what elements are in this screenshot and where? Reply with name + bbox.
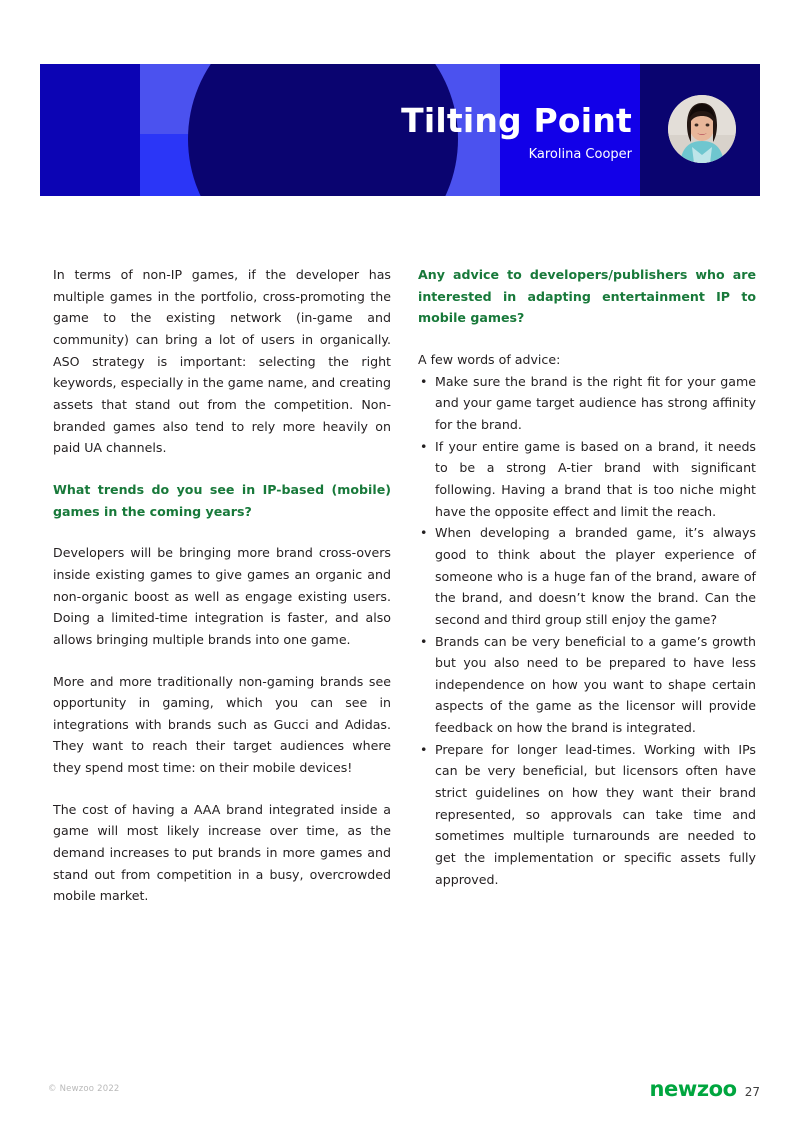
list-item-text: If your entire game is based on a brand, it needs to be a strong A-tier brand with significant following. Having a brand that is too niche might have the opposite effect and limit the reach. bbox=[435, 438, 756, 519]
left-question-heading: What trends do you see in IP-based (mobile) games in the coming years? bbox=[53, 481, 391, 519]
list-item bbox=[418, 522, 756, 630]
list-item bbox=[418, 631, 756, 739]
interviewee-name: Karolina Cooper bbox=[528, 147, 632, 162]
list-item bbox=[418, 739, 756, 891]
list-item-text: Make sure the brand is the right fit for your game and your game target audience has strong affinity for the brand. bbox=[435, 373, 756, 432]
advice-list bbox=[418, 371, 756, 891]
page-number: 27 bbox=[744, 1085, 760, 1099]
footer-brand bbox=[649, 1079, 760, 1100]
bullet-icon: • bbox=[420, 438, 428, 454]
company-title: Tilting Point bbox=[401, 101, 632, 140]
avatar bbox=[668, 95, 736, 163]
avatar-portrait-icon bbox=[668, 95, 736, 163]
list-item-text: When developing a branded game, it’s always good to think about the player experience of someone who is a huge fan of the brand, aware of the brand, and doesn’t know the brand. Can the second and third group still enjoy the game? bbox=[435, 525, 756, 627]
page-header-banner bbox=[40, 64, 760, 196]
newzoo-logo: newzoo bbox=[649, 1077, 737, 1101]
bullet-icon: • bbox=[420, 633, 428, 649]
list-item bbox=[418, 371, 756, 436]
right-column bbox=[418, 264, 756, 890]
left-paragraph-2: Developers will be bringing more brand cross-overs inside existing games to give games an organic and non-organic boost as well as engage existing users. Doing a limited-time integration is faster, and also allows bringing multiple brands into one game. bbox=[53, 545, 391, 647]
left-paragraph-1: In terms of non-IP games, if the developer has multiple games in the portfolio, cross-promoting the game to the existing network (in-game and community) can bring a lot of users in organically. ASO strategy is important: selecting the right keywords, especially in the game name, and creating assets that stand out from the competition. Non-branded games also tend to rely more heavily on paid UA channels. bbox=[53, 267, 391, 456]
banner-stripe-1 bbox=[40, 64, 140, 196]
list-item bbox=[418, 436, 756, 523]
list-item-text: Brands can be very beneficial to a game’s growth but you also need to be prepared to have less independence on how you want to shape certain aspects of the game as the licensor will provide feedback on how the brand is integrated. bbox=[435, 633, 756, 736]
left-paragraph-3: More and more traditionally non-gaming brands see opportunity in gaming, which you can see in integrations with brands such as Gucci and Adidas. They want to reach their target audiences where they spend most time: on their mobile devices! bbox=[53, 673, 391, 776]
bullet-icon: • bbox=[420, 525, 428, 541]
copyright-notice: © Newzoo 2022 bbox=[48, 1084, 120, 1094]
bullet-icon: • bbox=[420, 373, 428, 389]
list-item-text: Prepare for longer lead-times. Working with IPs can be very beneficial, but licensors often have strict guidelines on how they want their brand represented, so approvals can take time and sometimes multiple turnarounds are needed to get the implementation or specific assets fully approved. bbox=[435, 741, 756, 887]
advice-intro: A few words of advice: bbox=[418, 351, 561, 367]
left-paragraph-4: The cost of having a AAA brand integrated inside a game will most likely increase over time, as the demand increases to put brands in more games and stand out from competition in a busy, overcrowded mobile market. bbox=[53, 801, 391, 904]
right-question-heading: Any advice to developers/publishers who are interested in adapting entertainment IP to mobile games? bbox=[418, 267, 756, 326]
bullet-icon: • bbox=[420, 741, 428, 757]
left-column bbox=[53, 264, 391, 907]
